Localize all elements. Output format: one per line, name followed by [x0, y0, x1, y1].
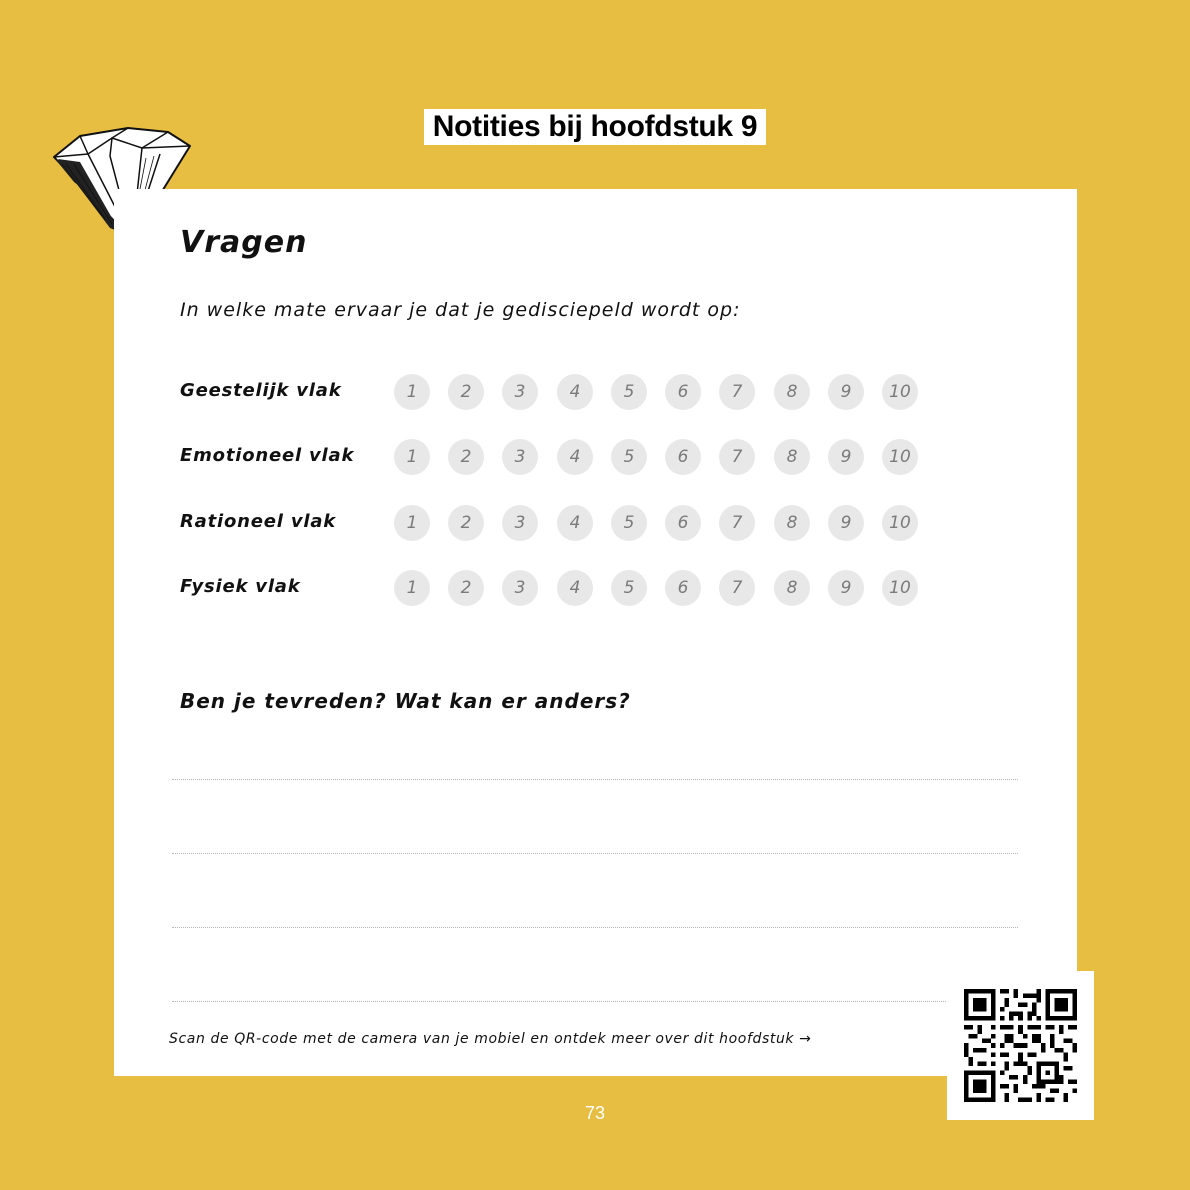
writing-line[interactable] — [172, 927, 1018, 928]
question-text: In welke mate ervaar je dat je gedisciepeld wordt op: — [180, 299, 741, 321]
qr-code — [964, 989, 1077, 1102]
writing-line[interactable] — [172, 1001, 1018, 1002]
rating-option[interactable]: 5 — [611, 570, 647, 606]
rating-option[interactable]: 9 — [828, 505, 864, 541]
rating-option[interactable]: 8 — [774, 570, 810, 606]
rating-option[interactable]: 6 — [665, 439, 701, 475]
rating-option[interactable]: 2 — [448, 570, 484, 606]
rating-option[interactable]: 7 — [719, 374, 755, 410]
rating-option[interactable]: 7 — [719, 439, 755, 475]
row-label: Rationeel vlak — [180, 511, 337, 532]
rating-row — [180, 570, 1000, 606]
rating-option[interactable]: 6 — [665, 374, 701, 410]
rating-option[interactable]: 5 — [611, 374, 647, 410]
row-label: Fysiek vlak — [180, 576, 301, 597]
rating-option[interactable]: 9 — [828, 439, 864, 475]
rating-option[interactable]: 4 — [557, 439, 593, 475]
writing-line[interactable] — [172, 853, 1018, 854]
reflection-question: Ben je tevreden? Wat kan er anders? — [180, 689, 631, 713]
rating-option[interactable]: 10 — [882, 505, 918, 541]
notes-card — [114, 189, 1077, 1076]
row-label: Geestelijk vlak — [180, 380, 342, 401]
rating-option[interactable]: 6 — [665, 505, 701, 541]
qr-code-box[interactable] — [947, 971, 1094, 1120]
rating-option[interactable]: 10 — [882, 570, 918, 606]
rating-option[interactable]: 7 — [719, 505, 755, 541]
rating-option[interactable]: 3 — [502, 439, 538, 475]
page-title: Notities bij hoofdstuk 9 — [424, 109, 766, 145]
scan-instruction: Scan de QR-code met de camera van je mobiel en ontdek meer over dit hoofdstuk → — [169, 1031, 812, 1047]
rating-option[interactable]: 2 — [448, 505, 484, 541]
rating-option[interactable]: 6 — [665, 570, 701, 606]
rating-option[interactable]: 4 — [557, 505, 593, 541]
rating-option[interactable]: 3 — [502, 374, 538, 410]
rating-row — [180, 505, 1000, 541]
rating-option[interactable]: 9 — [828, 374, 864, 410]
rating-option[interactable]: 1 — [394, 439, 430, 475]
rating-row — [180, 374, 1000, 410]
rating-option[interactable]: 2 — [448, 439, 484, 475]
rating-option[interactable]: 4 — [557, 570, 593, 606]
rating-option[interactable]: 10 — [882, 374, 918, 410]
rating-option[interactable]: 8 — [774, 439, 810, 475]
rating-option[interactable]: 5 — [611, 439, 647, 475]
row-label: Emotioneel vlak — [180, 445, 355, 466]
rating-option[interactable]: 2 — [448, 374, 484, 410]
rating-option[interactable]: 7 — [719, 570, 755, 606]
rating-option[interactable]: 3 — [502, 570, 538, 606]
rating-option[interactable]: 4 — [557, 374, 593, 410]
rating-option[interactable]: 1 — [394, 374, 430, 410]
rating-row — [180, 439, 1000, 475]
rating-option[interactable]: 1 — [394, 505, 430, 541]
writing-line[interactable] — [172, 779, 1018, 780]
rating-option[interactable]: 8 — [774, 374, 810, 410]
section-heading: Vragen — [180, 225, 308, 260]
page-number: 73 — [584, 1103, 606, 1123]
rating-option[interactable]: 10 — [882, 439, 918, 475]
rating-option[interactable]: 9 — [828, 570, 864, 606]
rating-option[interactable]: 8 — [774, 505, 810, 541]
rating-option[interactable]: 1 — [394, 570, 430, 606]
rating-option[interactable]: 3 — [502, 505, 538, 541]
rating-option[interactable]: 5 — [611, 505, 647, 541]
